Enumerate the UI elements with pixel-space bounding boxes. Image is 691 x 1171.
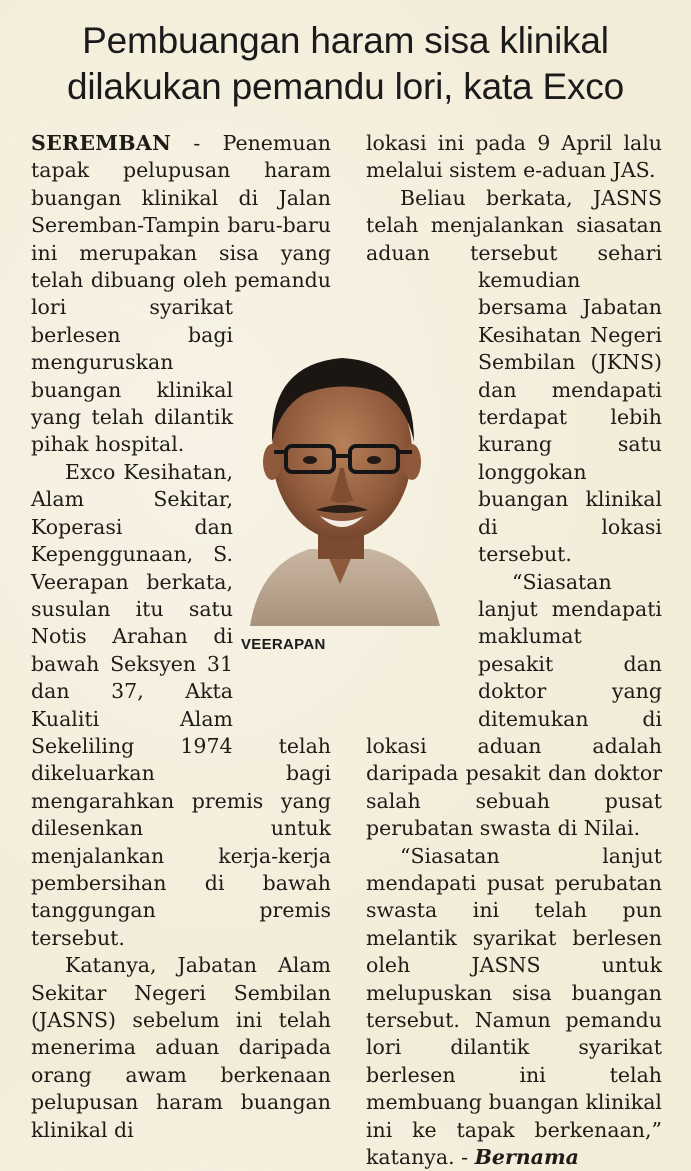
headline xyxy=(20,18,671,110)
article-paragraph-2: Exco Kesihatan, Alam Sekitar, Koperasi dan Kepenggunaan, S. Veerapan berkata, susulan itu satu Notis Arahan di bawah Seksyen 31 dan 37, Akta Kualiti Alam Sekeliling 1974 telah dikeluarkan bagi mengarahkan premis yang dilesenkan untuk menjalankan kerja-kerja pembersihan di bawah tanggungan premis tersebut. xyxy=(31,459,331,950)
headline-line-2: dilakukan pemandu lori, kata Exco xyxy=(67,66,624,107)
article-paragraph-1: SEREMBAN - Penemuan tapak pelupusan haram buangan klinikal di Jalan Seremban-Tampin baru-baru ini merupakan sisa yang telah dibuang oleh pemandu lori syarikat berlesen bagi menguruskan buangan klinikal yang telah dilantik pihak hospital. xyxy=(31,131,331,457)
credit: Bernama xyxy=(474,1145,579,1170)
article-paragraph-3: Katanya, Jabatan Alam Sekitar Negeri Sembilan (JASNS) sebelum ini telah menerima aduan daripada orang awam berkenaan pelupusan haram buangan klinikal di xyxy=(31,953,331,1142)
article-paragraph-7: “Siasatan lanjut mendapati pusat perubatan swasta ini telah pun melantik syarikat berlesen oleh JASNS untuk melupuskan sisa buangan tersebut. Namun pemandu lori dilantik syarikat berlesen ini telah membuang buangan klinikal ini ke tapak berkenaan,” katanya. - Bernama xyxy=(366,843,662,1170)
article-paragraph-6: “Siasatan lanjut mendapati maklumat pesakit dan doktor yang ditemukan di lokasi aduan adalah daripada pesakit dan doktor salah sebuah pusat perubatan swasta di Nilai. xyxy=(366,569,662,841)
article-paragraph-4: lokasi ini pada 9 April lalu melalui sistem e-aduan JAS. xyxy=(366,131,662,183)
right-column xyxy=(366,130,662,1171)
headline-line-1: Pembuangan haram sisa klinikal xyxy=(82,20,609,61)
dateline: SEREMBAN xyxy=(31,131,172,155)
portrait-photo xyxy=(230,334,450,626)
article-paragraph-5: Beliau berkata, JASNS telah menjalankan siasatan aduan tersebut sehari kemudian bersama Jabatan Kesihatan Negeri Sembilan (JKNS) dan mendapati terdapat lebih kurang satu longgokan buangan klinikal di lokasi tersebut. xyxy=(366,185,662,567)
photo-caption: VEERAPAN xyxy=(241,636,326,653)
